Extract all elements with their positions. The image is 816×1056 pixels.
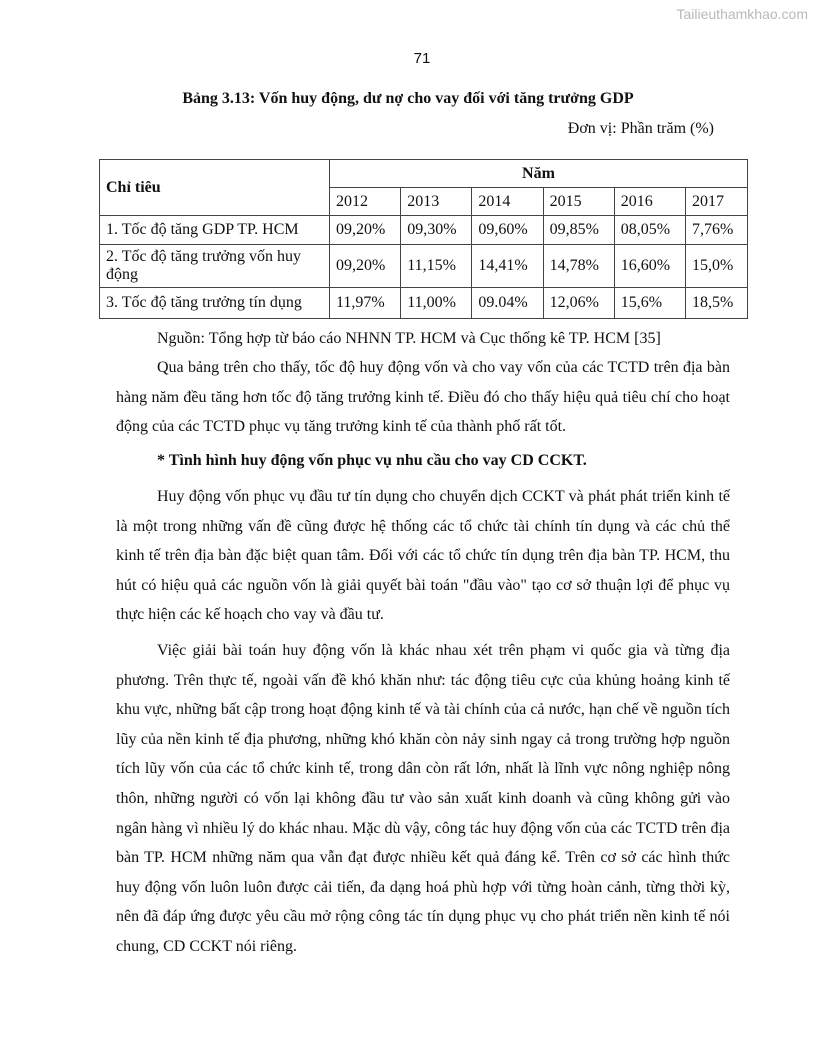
table-cell: 16,60% <box>614 245 685 288</box>
year-header: 2016 <box>614 188 685 216</box>
table-cell: 09,85% <box>543 216 614 245</box>
table-cell: 14,41% <box>472 245 543 288</box>
year-header: 2015 <box>543 188 614 216</box>
table-source-note: Nguồn: Tổng hợp từ báo cáo NHNN TP. HCM và Cục thống kê TP. HCM [35] <box>157 330 661 347</box>
paragraph: Việc giải bài toán huy động vốn là khác nhau xét trên phạm vi quốc gia và từng địa phương. Trên thực tế, ngoài vấn đề khó khăn như: tác động tiêu cực của khủng hoảng kinh tế khu vực, những bất cập trong hoạt động kinh tế và tài chính của cả nước, hạn chế về nguồn tích lũy của nền kinh tế địa phương, những khó khăn còn nảy sinh ngay cả trong trường hợp nguồn tích lũy vốn của các tổ chức kinh tế, trong dân còn rất lớn, nhất là lĩnh vực nông nghiệp nông thôn, những người có vốn lại không đầu tư vào sản xuất kinh doanh và cũng không gửi vào ngân hàng vì nhiều lý do khác nhau. Mặc dù vậy, công tác huy động vốn của các TCTD trên địa bàn TP. HCM những năm qua vẫn đạt được nhiều kết quả đáng kể. Trên cơ sở các hình thức huy động vốn luôn luôn được cải tiến, đa dạng hoá phù hợp với từng hoàn cảnh, từng thời kỳ, nên đã đáp ứng được yêu cầu mở rộng công tác tín dụng phục vụ cho phát triển nền kinh tế nói chung, CD CCKT nói riêng. <box>116 642 730 955</box>
table-cell: 12,06% <box>543 288 614 319</box>
table-cell: 18,5% <box>685 288 747 319</box>
table-cell: 09.04% <box>472 288 543 319</box>
row-label: 1. Tốc độ tăng GDP TP. HCM <box>100 216 330 245</box>
table-cell: 09,20% <box>330 216 401 245</box>
criteria-header: Chỉ tiêu <box>100 160 330 216</box>
table-cell: 15,6% <box>614 288 685 319</box>
table-cell: 08,05% <box>614 216 685 245</box>
table-header-row <box>100 160 748 188</box>
table-cell: 09,30% <box>401 216 472 245</box>
row-label: 3. Tốc độ tăng trưởng tín dụng <box>100 288 330 319</box>
year-group-header: Năm <box>330 160 748 188</box>
table-cell: 09,60% <box>472 216 543 245</box>
paragraph: Qua bảng trên cho thấy, tốc độ huy động vốn và cho vay vốn của các TCTD trên địa bàn hàng năm đều tăng hơn tốc độ tăng trưởng kinh tế. Điều đó cho thấy hiệu quả tiêu chí cho hoạt động của các TCTD phục vụ tăng trưởng kinh tế của thành phố rất tốt. <box>116 359 730 436</box>
row-label: 2. Tốc độ tăng trưởng vốn huy động <box>100 245 330 288</box>
unit-label: Đơn vị: Phần trăm (%) <box>567 120 714 137</box>
table-row <box>100 245 748 288</box>
year-header: 2013 <box>401 188 472 216</box>
table-title: Bảng 3.13: Vốn huy động, dư nợ cho vay đối với tăng trưởng GDP <box>182 90 634 107</box>
paragraph: Huy động vốn phục vụ đầu tư tín dụng cho chuyển dịch CCKT và phát phát triển kinh tế là một trong những vấn đề cũng được hệ thống các tổ chức tài chính tín dụng và các chủ thể kinh tế trên địa bàn đặc biệt quan tâm. Đối với các tổ chức tín dụng trên địa bàn TP. HCM, thu hút có hiệu quả các nguồn vốn là giải quyết bài toán "đầu vào" tạo cơ sở thuận lợi để phục vụ thực hiện các kế hoạch cho vay và đầu tư. <box>116 488 730 624</box>
table-cell: 11,00% <box>401 288 472 319</box>
table-cell: 11,97% <box>330 288 401 319</box>
table-cell: 7,76% <box>685 216 747 245</box>
table-cell: 09,20% <box>330 245 401 288</box>
table-cell: 14,78% <box>543 245 614 288</box>
year-header: 2017 <box>685 188 747 216</box>
year-header: 2012 <box>330 188 401 216</box>
year-header: 2014 <box>472 188 543 216</box>
data-table <box>99 159 748 319</box>
page-number: 71 <box>413 50 431 67</box>
table-cell: 15,0% <box>685 245 747 288</box>
table-row <box>100 288 748 319</box>
watermark: Tailieuthamkhao.com <box>676 6 808 22</box>
table-row <box>100 216 748 245</box>
section-heading: * Tình hình huy động vốn phục vụ nhu cầu cho vay CD CCKT. <box>157 452 587 469</box>
table-cell: 11,15% <box>401 245 472 288</box>
